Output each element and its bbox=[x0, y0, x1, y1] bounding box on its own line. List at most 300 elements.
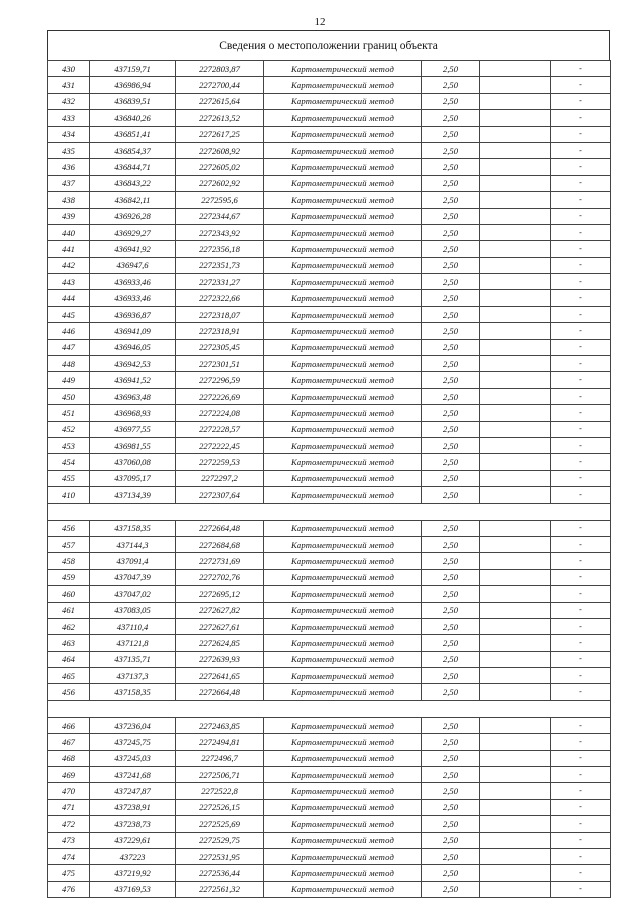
point-number-cell: 469 bbox=[48, 767, 90, 783]
coord-y-cell: 2272615,64 bbox=[176, 93, 264, 109]
method-cell: Картометрический метод bbox=[264, 717, 422, 733]
coord-y-cell: 2272356,18 bbox=[176, 241, 264, 257]
point-number-cell: 410 bbox=[48, 487, 90, 503]
coord-y-cell: 2272351,73 bbox=[176, 257, 264, 273]
method-cell: Картометрический метод bbox=[264, 586, 422, 602]
coord-x-cell: 436941,09 bbox=[90, 323, 176, 339]
accuracy-cell: 2,50 bbox=[422, 832, 480, 848]
table-row bbox=[48, 470, 611, 486]
description-cell bbox=[480, 470, 551, 486]
method-cell: Картометрический метод bbox=[264, 569, 422, 585]
table-body bbox=[48, 61, 611, 898]
method-cell: Картометрический метод bbox=[264, 618, 422, 634]
accuracy-cell: 2,50 bbox=[422, 602, 480, 618]
description-cell bbox=[480, 77, 551, 93]
remark-cell: - bbox=[551, 224, 611, 240]
coord-x-cell: 437245,03 bbox=[90, 750, 176, 766]
coord-x-cell: 436981,55 bbox=[90, 437, 176, 453]
point-number-cell: 449 bbox=[48, 372, 90, 388]
method-cell: Картометрический метод bbox=[264, 192, 422, 208]
table-row bbox=[48, 881, 611, 897]
coord-y-cell: 2272344,67 bbox=[176, 208, 264, 224]
coord-x-cell: 436926,28 bbox=[90, 208, 176, 224]
description-cell bbox=[480, 651, 551, 667]
table-row bbox=[48, 618, 611, 634]
table-title: Сведения о местоположении границ объекта bbox=[47, 30, 610, 60]
remark-cell: - bbox=[551, 77, 611, 93]
method-cell: Картометрический метод bbox=[264, 454, 422, 470]
coord-y-cell: 2272226,69 bbox=[176, 388, 264, 404]
description-cell bbox=[480, 339, 551, 355]
accuracy-cell: 2,50 bbox=[422, 717, 480, 733]
coord-y-cell: 2272301,51 bbox=[176, 356, 264, 372]
accuracy-cell: 2,50 bbox=[422, 323, 480, 339]
coord-x-cell: 437219,92 bbox=[90, 865, 176, 881]
accuracy-cell: 2,50 bbox=[422, 126, 480, 142]
coord-y-cell: 2272331,27 bbox=[176, 274, 264, 290]
table-row bbox=[48, 372, 611, 388]
description-cell bbox=[480, 799, 551, 815]
description-cell bbox=[480, 224, 551, 240]
point-number-cell: 465 bbox=[48, 668, 90, 684]
coord-y-cell: 2272684,68 bbox=[176, 536, 264, 552]
accuracy-cell: 2,50 bbox=[422, 767, 480, 783]
table-row bbox=[48, 487, 611, 503]
accuracy-cell: 2,50 bbox=[422, 274, 480, 290]
coord-x-cell: 437159,71 bbox=[90, 61, 176, 77]
remark-cell: - bbox=[551, 142, 611, 158]
coord-x-cell: 436968,93 bbox=[90, 405, 176, 421]
table-row bbox=[48, 734, 611, 750]
table-row bbox=[48, 536, 611, 552]
remark-cell: - bbox=[551, 323, 611, 339]
coord-y-cell: 2272617,25 bbox=[176, 126, 264, 142]
point-number-cell: 450 bbox=[48, 388, 90, 404]
description-cell bbox=[480, 848, 551, 864]
method-cell: Картометрический метод bbox=[264, 224, 422, 240]
method-cell: Картометрический метод bbox=[264, 832, 422, 848]
coord-x-cell: 437121,8 bbox=[90, 635, 176, 651]
remark-cell: - bbox=[551, 881, 611, 897]
point-number-cell: 453 bbox=[48, 437, 90, 453]
accuracy-cell: 2,50 bbox=[422, 339, 480, 355]
description-cell bbox=[480, 832, 551, 848]
remark-cell: - bbox=[551, 750, 611, 766]
coord-x-cell: 437229,61 bbox=[90, 832, 176, 848]
coord-x-cell: 436842,11 bbox=[90, 192, 176, 208]
coord-y-cell: 2272702,76 bbox=[176, 569, 264, 585]
coord-y-cell: 2272608,92 bbox=[176, 142, 264, 158]
coord-y-cell: 2272525,69 bbox=[176, 816, 264, 832]
remark-cell: - bbox=[551, 767, 611, 783]
table-row bbox=[48, 848, 611, 864]
method-cell: Картометрический метод bbox=[264, 61, 422, 77]
coord-x-cell: 436941,92 bbox=[90, 241, 176, 257]
description-cell bbox=[480, 126, 551, 142]
coord-x-cell: 437137,3 bbox=[90, 668, 176, 684]
accuracy-cell: 2,50 bbox=[422, 77, 480, 93]
coord-y-cell: 2272318,91 bbox=[176, 323, 264, 339]
method-cell: Картометрический метод bbox=[264, 553, 422, 569]
remark-cell: - bbox=[551, 93, 611, 109]
coord-x-cell: 437110,4 bbox=[90, 618, 176, 634]
accuracy-cell: 2,50 bbox=[422, 110, 480, 126]
table-row bbox=[48, 586, 611, 602]
table-row bbox=[48, 208, 611, 224]
point-number-cell: 439 bbox=[48, 208, 90, 224]
accuracy-cell: 2,50 bbox=[422, 93, 480, 109]
coord-x-cell: 436963,48 bbox=[90, 388, 176, 404]
remark-cell: - bbox=[551, 783, 611, 799]
coord-y-cell: 2272561,32 bbox=[176, 881, 264, 897]
point-number-cell: 437 bbox=[48, 175, 90, 191]
coord-y-cell: 2272322,66 bbox=[176, 290, 264, 306]
description-cell bbox=[480, 356, 551, 372]
coord-x-cell: 436839,51 bbox=[90, 93, 176, 109]
coord-y-cell: 2272627,82 bbox=[176, 602, 264, 618]
table-row bbox=[48, 159, 611, 175]
accuracy-cell: 2,50 bbox=[422, 61, 480, 77]
coord-y-cell: 2272641,65 bbox=[176, 668, 264, 684]
coord-x-cell: 436840,26 bbox=[90, 110, 176, 126]
accuracy-cell: 2,50 bbox=[422, 437, 480, 453]
description-cell bbox=[480, 159, 551, 175]
remark-cell: - bbox=[551, 569, 611, 585]
accuracy-cell: 2,50 bbox=[422, 192, 480, 208]
coord-y-cell: 2272228,57 bbox=[176, 421, 264, 437]
coord-y-cell: 2272664,48 bbox=[176, 684, 264, 700]
coord-x-cell: 436843,22 bbox=[90, 175, 176, 191]
remark-cell: - bbox=[551, 651, 611, 667]
remark-cell: - bbox=[551, 126, 611, 142]
accuracy-cell: 2,50 bbox=[422, 159, 480, 175]
accuracy-cell: 2,50 bbox=[422, 224, 480, 240]
method-cell: Картометрический метод bbox=[264, 734, 422, 750]
description-cell bbox=[480, 208, 551, 224]
table-row bbox=[48, 651, 611, 667]
table-row bbox=[48, 832, 611, 848]
coord-x-cell: 437095,17 bbox=[90, 470, 176, 486]
remark-cell: - bbox=[551, 306, 611, 322]
remark-cell: - bbox=[551, 832, 611, 848]
table-row bbox=[48, 816, 611, 832]
description-cell bbox=[480, 306, 551, 322]
point-number-cell: 462 bbox=[48, 618, 90, 634]
remark-cell: - bbox=[551, 159, 611, 175]
remark-cell: - bbox=[551, 405, 611, 421]
remark-cell: - bbox=[551, 470, 611, 486]
coord-x-cell: 437158,35 bbox=[90, 684, 176, 700]
coord-x-cell: 436986,94 bbox=[90, 77, 176, 93]
coord-y-cell: 2272602,92 bbox=[176, 175, 264, 191]
coord-x-cell: 436933,46 bbox=[90, 290, 176, 306]
method-cell: Картометрический метод bbox=[264, 126, 422, 142]
coord-y-cell: 2272700,44 bbox=[176, 77, 264, 93]
coord-x-cell: 436854,37 bbox=[90, 142, 176, 158]
method-cell: Картометрический метод bbox=[264, 257, 422, 273]
method-cell: Картометрический метод bbox=[264, 142, 422, 158]
table-row bbox=[48, 799, 611, 815]
method-cell: Картометрический метод bbox=[264, 799, 422, 815]
coord-y-cell: 2272522,8 bbox=[176, 783, 264, 799]
method-cell: Картометрический метод bbox=[264, 881, 422, 897]
point-number-cell: 456 bbox=[48, 520, 90, 536]
table-row bbox=[48, 767, 611, 783]
description-cell bbox=[480, 93, 551, 109]
coord-x-cell: 436942,53 bbox=[90, 356, 176, 372]
separator-cell bbox=[48, 700, 611, 717]
accuracy-cell: 2,50 bbox=[422, 553, 480, 569]
description-cell bbox=[480, 323, 551, 339]
description-cell bbox=[480, 257, 551, 273]
remark-cell: - bbox=[551, 454, 611, 470]
method-cell: Картометрический метод bbox=[264, 93, 422, 109]
coord-x-cell: 436936,87 bbox=[90, 306, 176, 322]
method-cell: Картометрический метод bbox=[264, 865, 422, 881]
remark-cell: - bbox=[551, 635, 611, 651]
point-number-cell: 430 bbox=[48, 61, 90, 77]
method-cell: Картометрический метод bbox=[264, 816, 422, 832]
accuracy-cell: 2,50 bbox=[422, 175, 480, 191]
point-number-cell: 451 bbox=[48, 405, 90, 421]
coord-x-cell: 436947,6 bbox=[90, 257, 176, 273]
point-number-cell: 472 bbox=[48, 816, 90, 832]
coord-x-cell: 437091,4 bbox=[90, 553, 176, 569]
point-number-cell: 458 bbox=[48, 553, 90, 569]
table-row bbox=[48, 421, 611, 437]
coord-y-cell: 2272494,81 bbox=[176, 734, 264, 750]
table-row bbox=[48, 356, 611, 372]
remark-cell: - bbox=[551, 717, 611, 733]
table-row bbox=[48, 142, 611, 158]
method-cell: Картометрический метод bbox=[264, 356, 422, 372]
accuracy-cell: 2,50 bbox=[422, 569, 480, 585]
description-cell bbox=[480, 536, 551, 552]
accuracy-cell: 2,50 bbox=[422, 388, 480, 404]
coord-x-cell: 437047,39 bbox=[90, 569, 176, 585]
remark-cell: - bbox=[551, 61, 611, 77]
method-cell: Картометрический метод bbox=[264, 405, 422, 421]
table-row bbox=[48, 61, 611, 77]
coord-y-cell: 2272639,93 bbox=[176, 651, 264, 667]
point-number-cell: 452 bbox=[48, 421, 90, 437]
accuracy-cell: 2,50 bbox=[422, 750, 480, 766]
coord-y-cell: 2272695,12 bbox=[176, 586, 264, 602]
point-number-cell: 471 bbox=[48, 799, 90, 815]
boundary-table-block bbox=[47, 30, 610, 898]
accuracy-cell: 2,50 bbox=[422, 586, 480, 602]
coord-y-cell: 2272296,59 bbox=[176, 372, 264, 388]
table-row bbox=[48, 684, 611, 700]
remark-cell: - bbox=[551, 110, 611, 126]
table-row bbox=[48, 339, 611, 355]
remark-cell: - bbox=[551, 372, 611, 388]
method-cell: Картометрический метод bbox=[264, 339, 422, 355]
coord-x-cell: 437158,35 bbox=[90, 520, 176, 536]
point-number-cell: 454 bbox=[48, 454, 90, 470]
point-number-cell: 461 bbox=[48, 602, 90, 618]
coord-y-cell: 2272506,71 bbox=[176, 767, 264, 783]
accuracy-cell: 2,50 bbox=[422, 734, 480, 750]
coord-x-cell: 437134,39 bbox=[90, 487, 176, 503]
coord-y-cell: 2272222,45 bbox=[176, 437, 264, 453]
group-separator-row bbox=[48, 700, 611, 717]
method-cell: Картометрический метод bbox=[264, 421, 422, 437]
description-cell bbox=[480, 421, 551, 437]
method-cell: Картометрический метод bbox=[264, 306, 422, 322]
description-cell bbox=[480, 767, 551, 783]
coord-y-cell: 2272605,02 bbox=[176, 159, 264, 175]
point-number-cell: 476 bbox=[48, 881, 90, 897]
remark-cell: - bbox=[551, 274, 611, 290]
point-number-cell: 448 bbox=[48, 356, 90, 372]
coord-x-cell: 436851,41 bbox=[90, 126, 176, 142]
accuracy-cell: 2,50 bbox=[422, 799, 480, 815]
table-row bbox=[48, 93, 611, 109]
separator-cell bbox=[48, 503, 611, 520]
remark-cell: - bbox=[551, 586, 611, 602]
accuracy-cell: 2,50 bbox=[422, 372, 480, 388]
coord-y-cell: 2272305,45 bbox=[176, 339, 264, 355]
remark-cell: - bbox=[551, 388, 611, 404]
table-row bbox=[48, 717, 611, 733]
description-cell bbox=[480, 241, 551, 257]
coord-y-cell: 2272496,7 bbox=[176, 750, 264, 766]
coord-x-cell: 437223 bbox=[90, 848, 176, 864]
remark-cell: - bbox=[551, 339, 611, 355]
table-row bbox=[48, 388, 611, 404]
coord-y-cell: 2272307,64 bbox=[176, 487, 264, 503]
method-cell: Картометрический метод bbox=[264, 274, 422, 290]
method-cell: Картометрический метод bbox=[264, 602, 422, 618]
remark-cell: - bbox=[551, 684, 611, 700]
accuracy-cell: 2,50 bbox=[422, 208, 480, 224]
coord-x-cell: 437238,91 bbox=[90, 799, 176, 815]
point-number-cell: 441 bbox=[48, 241, 90, 257]
table-row bbox=[48, 290, 611, 306]
remark-cell: - bbox=[551, 618, 611, 634]
point-number-cell: 468 bbox=[48, 750, 90, 766]
accuracy-cell: 2,50 bbox=[422, 816, 480, 832]
table-row bbox=[48, 437, 611, 453]
remark-cell: - bbox=[551, 192, 611, 208]
remark-cell: - bbox=[551, 602, 611, 618]
accuracy-cell: 2,50 bbox=[422, 684, 480, 700]
description-cell bbox=[480, 750, 551, 766]
method-cell: Картометрический метод bbox=[264, 848, 422, 864]
page-number: 12 bbox=[314, 16, 326, 28]
accuracy-cell: 2,50 bbox=[422, 421, 480, 437]
table-row bbox=[48, 783, 611, 799]
coord-x-cell: 436933,46 bbox=[90, 274, 176, 290]
remark-cell: - bbox=[551, 437, 611, 453]
coord-y-cell: 2272624,85 bbox=[176, 635, 264, 651]
method-cell: Картометрический метод bbox=[264, 668, 422, 684]
coord-x-cell: 437238,73 bbox=[90, 816, 176, 832]
coord-y-cell: 2272627,61 bbox=[176, 618, 264, 634]
table-row bbox=[48, 257, 611, 273]
point-number-cell: 447 bbox=[48, 339, 90, 355]
accuracy-cell: 2,50 bbox=[422, 405, 480, 421]
coord-y-cell: 2272613,52 bbox=[176, 110, 264, 126]
coord-y-cell: 2272529,75 bbox=[176, 832, 264, 848]
description-cell bbox=[480, 618, 551, 634]
accuracy-cell: 2,50 bbox=[422, 848, 480, 864]
method-cell: Картометрический метод bbox=[264, 487, 422, 503]
accuracy-cell: 2,50 bbox=[422, 142, 480, 158]
point-number-cell: 475 bbox=[48, 865, 90, 881]
table-row bbox=[48, 635, 611, 651]
description-cell bbox=[480, 569, 551, 585]
description-cell bbox=[480, 881, 551, 897]
description-cell bbox=[480, 487, 551, 503]
method-cell: Картометрический метод bbox=[264, 536, 422, 552]
remark-cell: - bbox=[551, 175, 611, 191]
point-number-cell: 436 bbox=[48, 159, 90, 175]
accuracy-cell: 2,50 bbox=[422, 241, 480, 257]
coord-x-cell: 437245,75 bbox=[90, 734, 176, 750]
table-row bbox=[48, 110, 611, 126]
point-number-cell: 431 bbox=[48, 77, 90, 93]
method-cell: Картометрический метод bbox=[264, 635, 422, 651]
table-row bbox=[48, 175, 611, 191]
coord-x-cell: 437083,05 bbox=[90, 602, 176, 618]
coord-x-cell: 437135,71 bbox=[90, 651, 176, 667]
description-cell bbox=[480, 520, 551, 536]
description-cell bbox=[480, 274, 551, 290]
table-row bbox=[48, 306, 611, 322]
method-cell: Картометрический метод bbox=[264, 470, 422, 486]
description-cell bbox=[480, 372, 551, 388]
table-row bbox=[48, 668, 611, 684]
accuracy-cell: 2,50 bbox=[422, 487, 480, 503]
coord-y-cell: 2272259,53 bbox=[176, 454, 264, 470]
point-number-cell: 445 bbox=[48, 306, 90, 322]
coord-y-cell: 2272318,07 bbox=[176, 306, 264, 322]
table-row bbox=[48, 241, 611, 257]
coord-y-cell: 2272531,95 bbox=[176, 848, 264, 864]
description-cell bbox=[480, 290, 551, 306]
table-row bbox=[48, 405, 611, 421]
coord-y-cell: 2272526,15 bbox=[176, 799, 264, 815]
table-row bbox=[48, 750, 611, 766]
method-cell: Картометрический метод bbox=[264, 77, 422, 93]
description-cell bbox=[480, 783, 551, 799]
method-cell: Картометрический метод bbox=[264, 651, 422, 667]
point-number-cell: 459 bbox=[48, 569, 90, 585]
remark-cell: - bbox=[551, 421, 611, 437]
remark-cell: - bbox=[551, 208, 611, 224]
point-number-cell: 433 bbox=[48, 110, 90, 126]
coord-x-cell: 437060,08 bbox=[90, 454, 176, 470]
method-cell: Картометрический метод bbox=[264, 783, 422, 799]
point-number-cell: 444 bbox=[48, 290, 90, 306]
coord-y-cell: 2272731,69 bbox=[176, 553, 264, 569]
description-cell bbox=[480, 734, 551, 750]
remark-cell: - bbox=[551, 257, 611, 273]
method-cell: Картометрический метод bbox=[264, 159, 422, 175]
point-number-cell: 435 bbox=[48, 142, 90, 158]
description-cell bbox=[480, 61, 551, 77]
coord-x-cell: 437247,87 bbox=[90, 783, 176, 799]
point-number-cell: 442 bbox=[48, 257, 90, 273]
accuracy-cell: 2,50 bbox=[422, 520, 480, 536]
accuracy-cell: 2,50 bbox=[422, 257, 480, 273]
point-number-cell: 466 bbox=[48, 717, 90, 733]
method-cell: Картометрический метод bbox=[264, 323, 422, 339]
accuracy-cell: 2,50 bbox=[422, 618, 480, 634]
table-row bbox=[48, 865, 611, 881]
